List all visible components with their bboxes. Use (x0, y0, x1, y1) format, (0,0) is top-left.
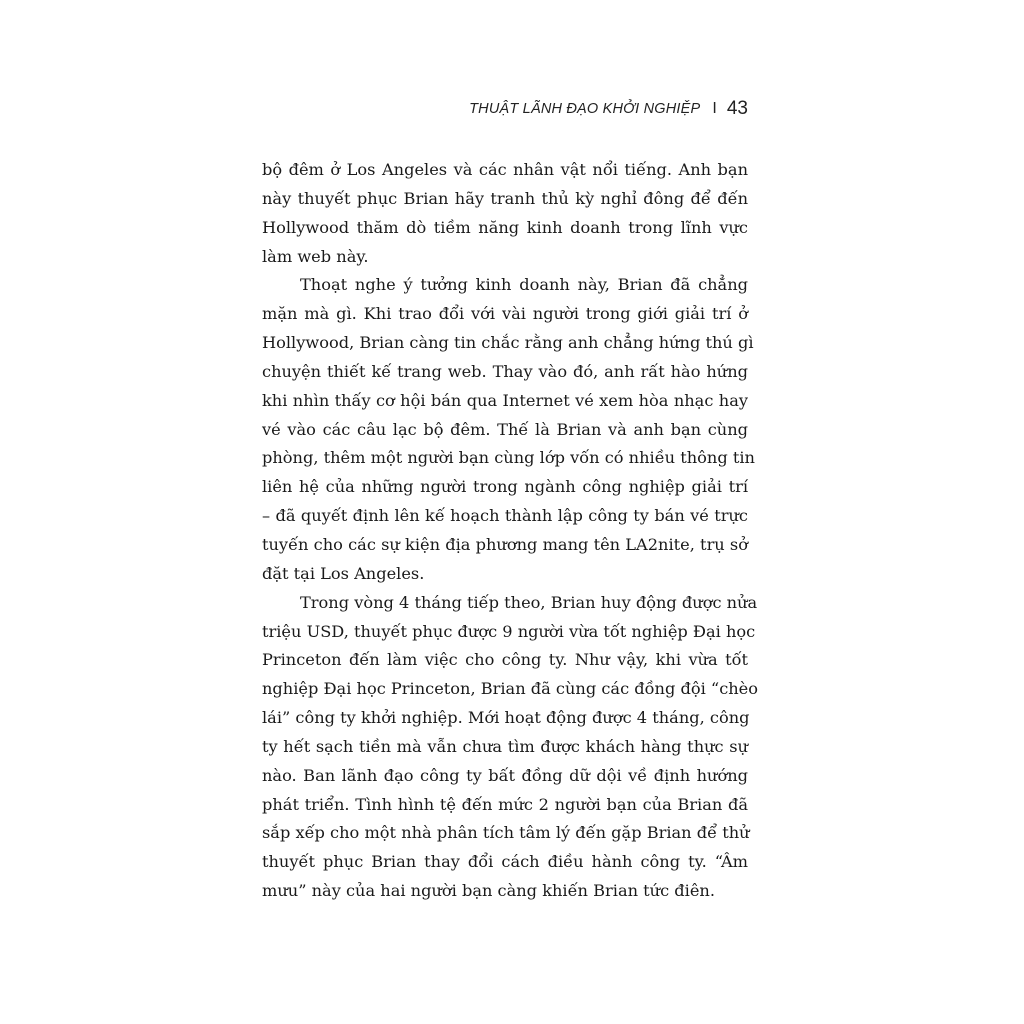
paragraph-2 (262, 271, 755, 588)
text-line: ty hết sạch tiền mà vẫn chưa tìm được khách hàng thực sự (262, 736, 748, 756)
text-line: thuyết phục Brian thay đổi cách điều hành công ty. “Âm (262, 852, 748, 872)
text-line: tuyến cho các sự kiện địa phương mang tên LA2nite, trụ sở (262, 534, 748, 554)
text-line: làm web này. (262, 246, 369, 266)
text-line: sắp xếp cho một nhà phân tích tâm lý đến gặp Brian để thử (262, 823, 750, 843)
text-line: nghiệp Đại học Princeton, Brian đã cùng các đồng đội “chèo (262, 679, 759, 699)
book-title: THUẬT LÃNH ĐẠO KHỞI NGHIỆP (469, 101, 701, 117)
text-line: liên hệ của những người trong ngành công nghiệp giải trí (262, 477, 748, 497)
text-line: khi nhìn thấy cơ hội bán qua Internet vé xem hòa nhạc hay (262, 390, 748, 410)
text-line: Princeton đến làm việc cho công ty. Như vậy, khi vừa tốt (262, 650, 748, 670)
running-header (262, 98, 748, 120)
text-line: – đã quyết định lên kế hoạch thành lập công ty bán vé trực (262, 506, 748, 526)
text-line: mưu” này của hai người bạn càng khiến Brian tức điên. (262, 881, 715, 901)
body-text (262, 156, 759, 906)
text-line: Hollywood, Brian càng tin chắc rằng anh chẳng hứng thú gì (262, 333, 754, 353)
text-line: phát triển. Tình hình tệ đến mức 2 người bạn của Brian đã (262, 794, 748, 814)
text-line: bộ đêm ở Los Angeles và các nhân vật nổi tiếng. Anh bạn (262, 160, 748, 179)
text-line: vé vào các câu lạc bộ đêm. Thế là Brian và anh bạn cùng (262, 419, 748, 439)
text-line: Trong vòng 4 tháng tiếp theo, Brian huy động được nửa (300, 592, 758, 612)
text-line: này thuyết phục Brian hãy tranh thủ kỳ nghỉ đông để đến (262, 188, 748, 208)
text-line: Thoạt nghe ý tưởng kinh doanh này, Brian đã chẳng (300, 275, 748, 295)
text-line: chuyện thiết kế trang web. Thay vào đó, anh rất hào hứng (262, 361, 748, 381)
text-line: lái” công ty khởi nghiệp. Mới hoạt động được 4 tháng, công (262, 708, 750, 728)
page-number: 43 (726, 98, 748, 119)
paragraph-1 (262, 156, 748, 271)
text-line: triệu USD, thuyết phục được 9 người vừa tốt nghiệp Đại học (262, 621, 756, 641)
text-line: đặt tại Los Angeles. (262, 563, 425, 583)
paragraph-3 (262, 589, 759, 906)
text-line: mặn mà gì. Khi trao đổi với vài người trong giới giải trí ở (262, 304, 748, 324)
text-line: Hollywood thăm dò tiềm năng kinh doanh trong lĩnh vực (262, 217, 748, 237)
text-line: nào. Ban lãnh đạo công ty bất đồng dữ dội về định hướng (262, 765, 748, 785)
header-separator: I (712, 100, 717, 117)
text-line: phòng, thêm một người bạn cùng lớp vốn có nhiều thông tin (262, 448, 755, 468)
